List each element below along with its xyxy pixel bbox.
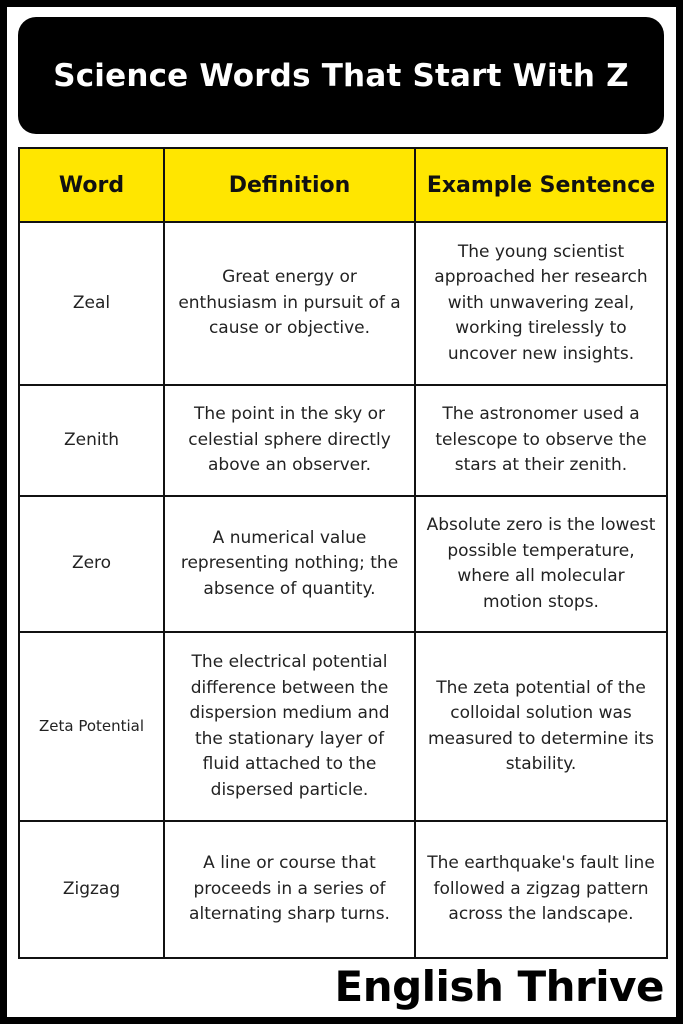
definition-cell: A line or course that proceeds in a series of alternating sharp turns.: [164, 821, 415, 958]
definition-cell: The point in the sky or celestial sphere directly above an observer.: [164, 385, 415, 496]
column-header-word: Word: [19, 148, 164, 222]
definition-cell: Great energy or enthusiasm in pursuit of a cause or objective.: [164, 222, 415, 385]
word-cell: Zeal: [19, 222, 164, 385]
word-cell: Zenith: [19, 385, 164, 496]
table-row: [19, 222, 667, 385]
word-cell: Zero: [19, 496, 164, 632]
example-cell: The zeta potential of the colloidal solution was measured to determine its stability.: [415, 632, 667, 821]
table-header-row: [19, 148, 667, 222]
science-words-table: [18, 147, 668, 959]
column-header-example: Example Sentence: [415, 148, 667, 222]
example-cell: The earthquake's fault line followed a zigzag pattern across the landscape.: [415, 821, 667, 958]
table-row: [19, 821, 667, 958]
page-title: Science Words That Start With Z: [53, 57, 629, 94]
definition-cell: The electrical potential difference between the dispersion medium and the stationary layer of fluid attached to the dispersed particle.: [164, 632, 415, 821]
column-header-definition: Definition: [164, 148, 415, 222]
example-cell: The astronomer used a telescope to observe the stars at their zenith.: [415, 385, 667, 496]
table-row: [19, 496, 667, 632]
word-cell: Zeta Potential: [19, 632, 164, 821]
table-row: [19, 385, 667, 496]
title-banner: [18, 17, 664, 134]
table-row: [19, 632, 667, 821]
example-cell: Absolute zero is the lowest possible temperature, where all molecular motion stops.: [415, 496, 667, 632]
word-cell: Zigzag: [19, 821, 164, 958]
definition-cell: A numerical value representing nothing; the absence of quantity.: [164, 496, 415, 632]
brand-watermark: English Thrive: [334, 962, 664, 1011]
example-cell: The young scientist approached her research with unwavering zeal, working tirelessly to uncover new insights.: [415, 222, 667, 385]
